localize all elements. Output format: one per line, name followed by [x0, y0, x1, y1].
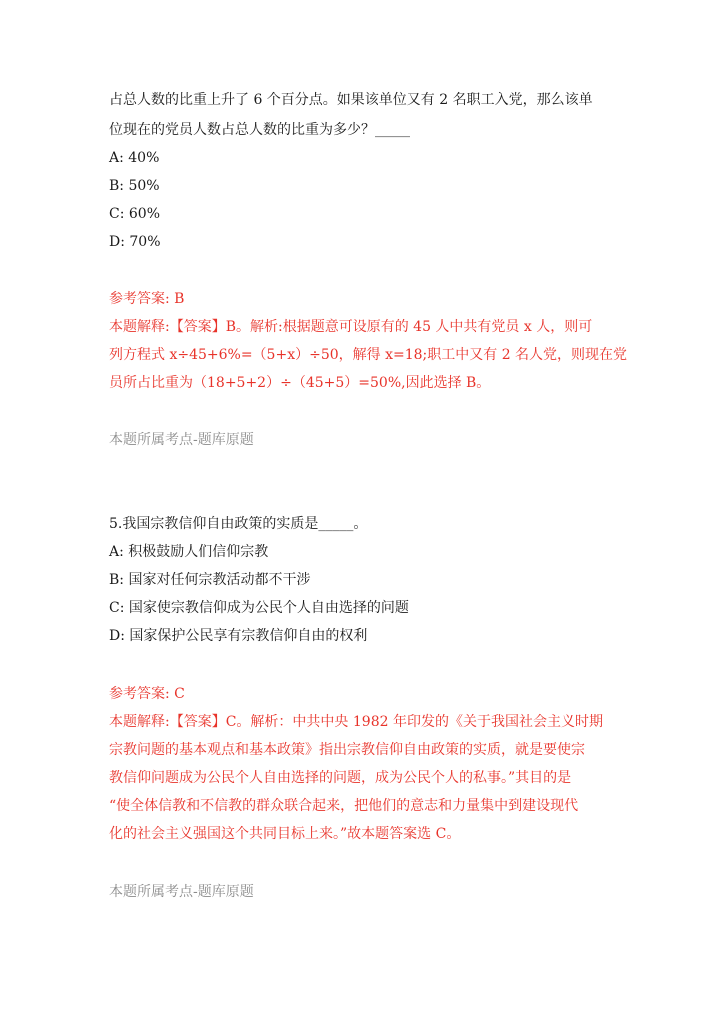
q4-explanation-line-1: 本题解释:【答案】B。解析:根据题意可设原有的 45 人中共有党员 x 人，则可 [109, 319, 593, 335]
q5-option-b: B: 国家对任何宗教活动都不干涉 [109, 572, 311, 588]
q5-option-c: C: 国家使宗教信仰成为公民个人自由选择的问题 [109, 600, 409, 616]
q4-option-b: B: 50% [109, 178, 160, 194]
q4-answer: 参考答案: B [109, 291, 185, 307]
q4-stem-line-1: 占总人数的比重上升了 6 个百分点。如果该单位又有 2 名职工入党，那么该单 [109, 92, 593, 108]
q4-stem-line-2: 位现在的党员人数占总人数的比重为多少？_____ [109, 122, 410, 138]
q4-option-a: A: 40% [109, 150, 160, 166]
q5-explanation-line-5: 化的社会主义强国这个共同目标上来。”故本题答案选 C。 [109, 826, 461, 842]
q5-explanation-line-2: 宗教问题的基本观点和基本政策》指出宗教信仰自由政策的实质，就是要使宗 [109, 742, 585, 758]
q5-option-a: A: 积极鼓励人们信仰宗教 [109, 544, 269, 560]
q5-explanation-line-1: 本题解释:【答案】C。解析：中共中央 1982 年印发的《关于我国社会主义时期 [109, 714, 603, 730]
q5-explanation-line-3: 教信仰问题成为公民个人自由选择的问题，成为公民个人的私事。”其目的是 [109, 770, 572, 786]
q5-option-d: D: 国家保护公民享有宗教信仰自由的权利 [109, 628, 368, 644]
q4-option-c: C: 60% [109, 206, 160, 222]
q5-stem: 5.我国宗教信仰自由政策的实质是_____。 [109, 516, 368, 532]
q4-source: 本题所属考点-题库原题 [109, 432, 254, 448]
q5-answer: 参考答案: C [109, 686, 185, 702]
q4-explanation-line-3: 员所占比重为（18+5+2）÷（45+5）=50%,因此选择 B。 [109, 375, 491, 391]
q4-explanation-line-2: 列方程式 x÷45+6%=（5+x）÷50，解得 x=18;职工中又有 2 名人党，则现在党 [109, 347, 628, 363]
q5-source: 本题所属考点-题库原题 [109, 884, 254, 900]
q5-explanation-line-4: “使全体信教和不信教的群众联合起来，把他们的意志和力量集中到建设现代 [109, 798, 579, 814]
q4-option-d: D: 70% [109, 234, 161, 250]
